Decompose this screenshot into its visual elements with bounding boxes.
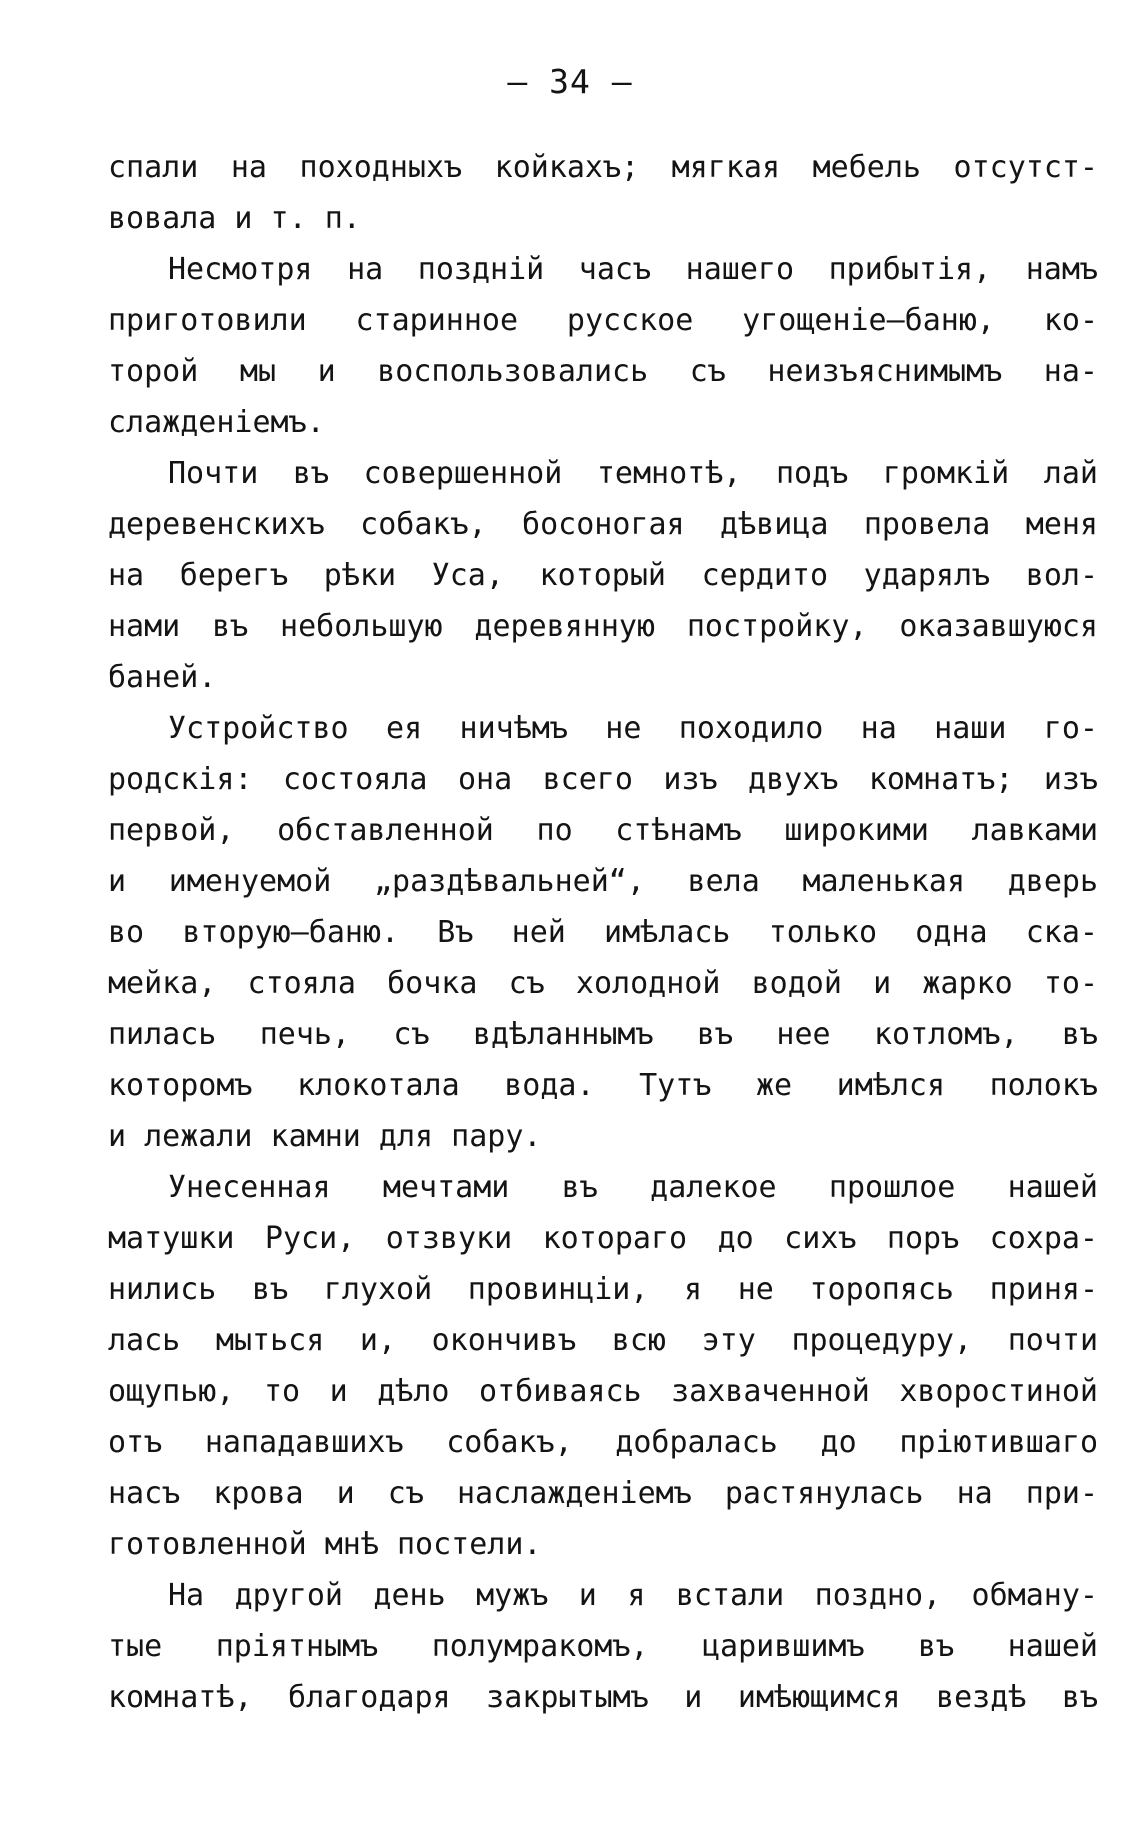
text-line: во вторую—баню. Въ ней имѣлась только одна ска- — [108, 915, 1098, 950]
text-line: торой мы и воспользовались съ неизъяснимымъ на- — [108, 354, 1098, 389]
text-line: Унесенная мечтами въ далекое прошлое нашей — [168, 1170, 1098, 1205]
body-text — [108, 142, 1098, 1723]
text-line: деревенскихъ собакъ, босоногая дѣвица провела меня — [108, 507, 1098, 542]
page-number: — 34 — — [507, 62, 633, 101]
text-line: на берегъ рѣки Уса, который сердито ударялъ вол- — [108, 558, 1098, 593]
text-line: пилась печь, съ вдѣланнымъ въ нее котломъ, въ — [108, 1017, 1098, 1052]
text-line: родскія: состояла она всего изъ двухъ комнатъ; изъ — [108, 762, 1098, 797]
text-line: отъ нападавшихъ собакъ, добралась до пріютившаго — [108, 1425, 1098, 1460]
text-line: мейка, стояла бочка съ холодной водой и жарко то- — [108, 966, 1098, 1001]
text-line: Несмотря на поздній часъ нашего прибытія, намъ — [168, 252, 1098, 287]
text-line: матушки Руси, отзвуки котораго до сихъ поръ сохра- — [108, 1221, 1098, 1256]
text-line: которомъ клокотала вода. Тутъ же имѣлся полокъ — [108, 1068, 1098, 1103]
text-line: первой, обставленной по стѣнамъ широкими лавками — [108, 813, 1098, 848]
text-line: нами въ небольшую деревянную постройку, оказавшуюся — [108, 609, 1098, 644]
text-line: и именуемой „раздѣвальней“, вела маленькая дверь — [108, 864, 1098, 899]
text-line: Почти въ совершенной темнотѣ, подъ громкій лай — [168, 456, 1098, 491]
text-line: тые пріятнымъ полумракомъ, царившимъ въ нашей — [108, 1629, 1098, 1664]
text-line: баней. — [108, 660, 217, 695]
text-line: нились въ глухой провинціи, я не торопясь приня- — [108, 1272, 1098, 1307]
text-line: насъ крова и съ наслажденіемъ растянулась на при- — [108, 1476, 1098, 1511]
text-line: спали на походныхъ койкахъ; мягкая мебель отсутст- — [108, 150, 1098, 185]
text-line: На другой день мужъ и я встали поздно, обману- — [168, 1578, 1098, 1613]
text-line: готовленной мнѣ постели. — [108, 1527, 542, 1562]
text-line: Устройство ея ничѣмъ не походило на наши го- — [168, 711, 1098, 746]
text-line: лась мыться и, окончивъ всю эту процедуру, почти — [108, 1323, 1098, 1358]
text-line: ощупью, то и дѣло отбиваясь захваченной хворостиной — [108, 1374, 1098, 1409]
text-line: комнатѣ, благодаря закрытымъ и имѣющимся вездѣ въ — [108, 1680, 1098, 1715]
text-line: вовала и т. п. — [108, 201, 361, 236]
text-line: приготовили старинное русское угощеніе—баню, ко- — [108, 303, 1098, 338]
text-line: слажденіемъ. — [108, 405, 325, 440]
text-line: и лежали камни для пару. — [108, 1119, 542, 1154]
